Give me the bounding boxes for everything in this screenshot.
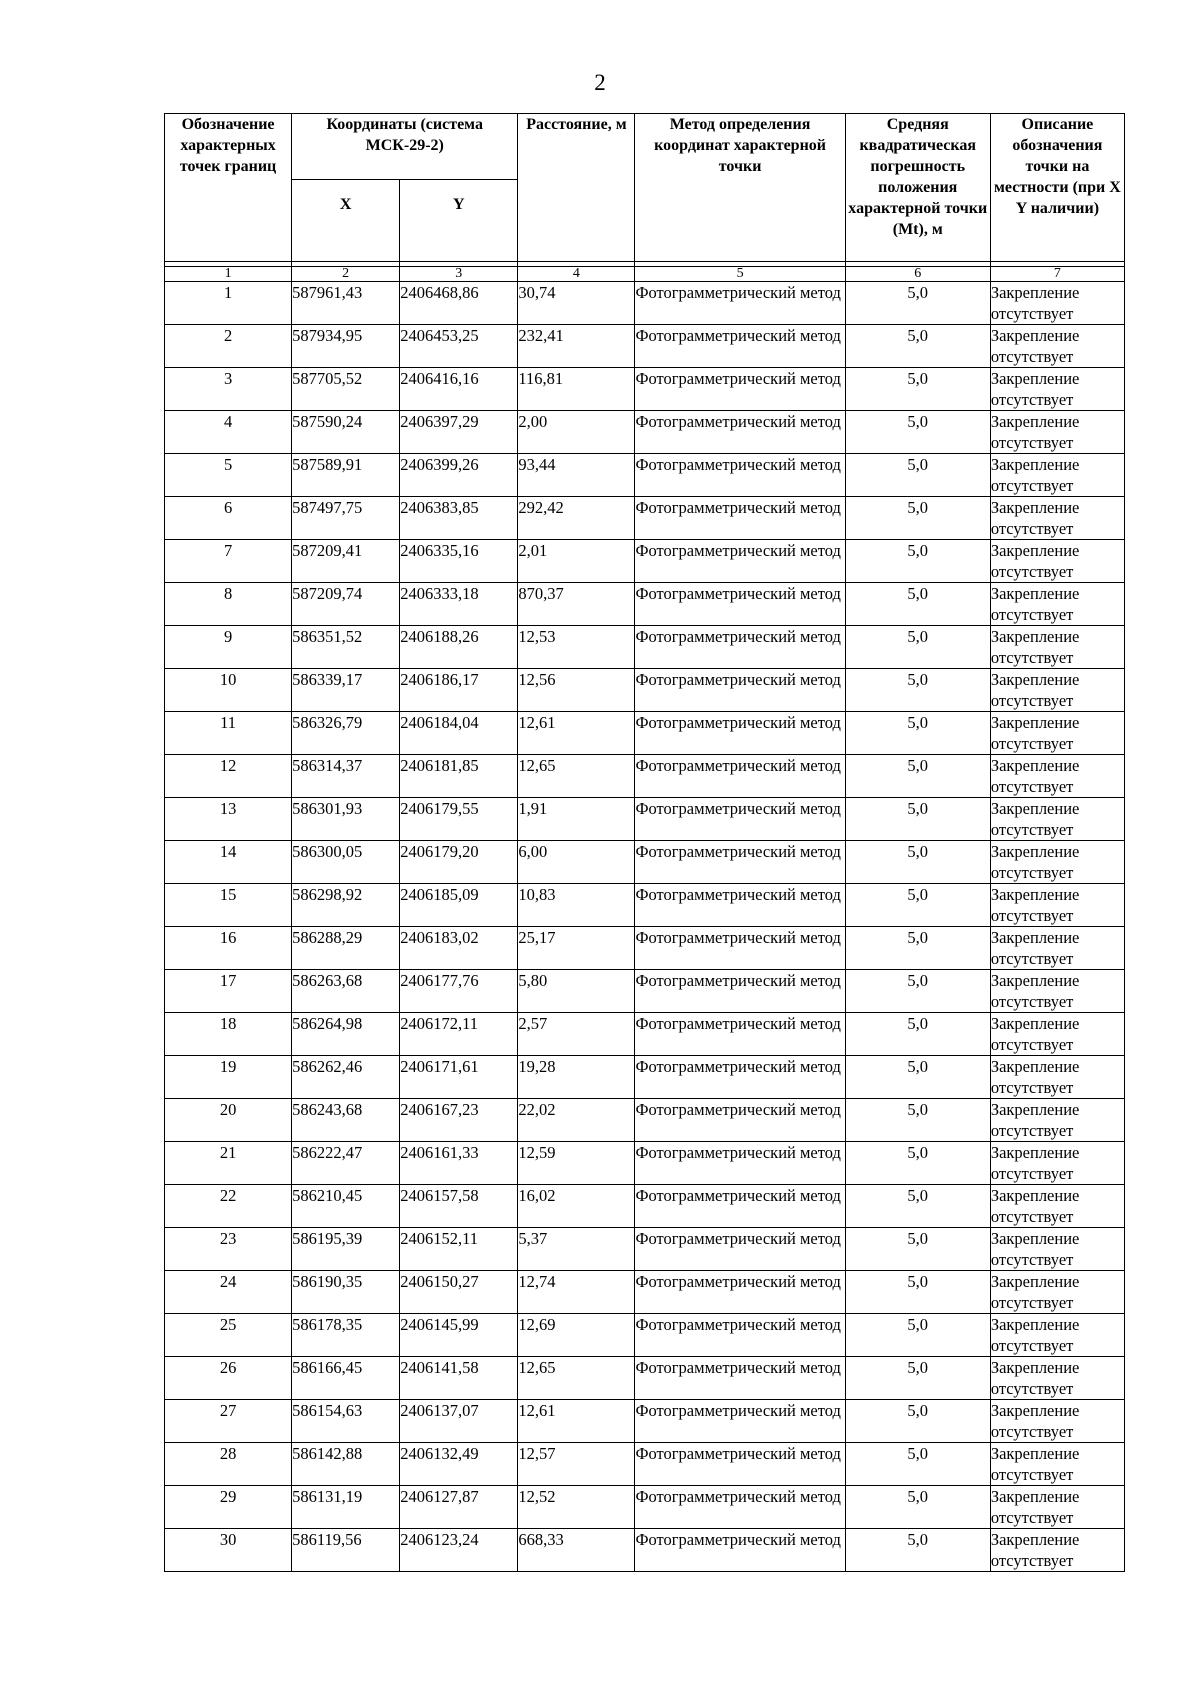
x-coordinate-cell: 586166,45 bbox=[292, 1357, 400, 1400]
x-coordinate-cell: 587590,24 bbox=[292, 411, 400, 454]
table-row bbox=[165, 411, 1125, 454]
point-number-cell: 14 bbox=[165, 841, 292, 884]
method-cell: Фотограмметрический метод bbox=[635, 497, 845, 540]
error-cell: 5,0 bbox=[845, 970, 990, 1013]
header-distance: Расстояние, м bbox=[518, 114, 635, 262]
description-cell: Закрепление отсутствует bbox=[990, 1314, 1124, 1357]
table-row bbox=[165, 1400, 1125, 1443]
error-cell: 5,0 bbox=[845, 282, 990, 325]
description-cell: Закрепление отсутствует bbox=[990, 669, 1124, 712]
method-cell: Фотограмметрический метод bbox=[635, 1357, 845, 1400]
y-coordinate-cell: 2406177,76 bbox=[400, 970, 518, 1013]
table-row bbox=[165, 712, 1125, 755]
header-x: X bbox=[292, 180, 400, 262]
point-number-cell: 12 bbox=[165, 755, 292, 798]
column-number: 6 bbox=[845, 267, 990, 282]
method-cell: Фотограмметрический метод bbox=[635, 927, 845, 970]
method-cell: Фотограмметрический метод bbox=[635, 712, 845, 755]
coordinates-table bbox=[164, 113, 1125, 1572]
point-number-cell: 28 bbox=[165, 1443, 292, 1486]
description-cell: Закрепление отсутствует bbox=[990, 1142, 1124, 1185]
table-row bbox=[165, 626, 1125, 669]
error-cell: 5,0 bbox=[845, 454, 990, 497]
table-row bbox=[165, 841, 1125, 884]
y-coordinate-cell: 2406183,02 bbox=[400, 927, 518, 970]
table-row bbox=[165, 497, 1125, 540]
y-coordinate-cell: 2406161,33 bbox=[400, 1142, 518, 1185]
x-coordinate-cell: 587209,41 bbox=[292, 540, 400, 583]
description-cell: Закрепление отсутствует bbox=[990, 1357, 1124, 1400]
distance-cell: 668,33 bbox=[518, 1529, 635, 1572]
table-row bbox=[165, 798, 1125, 841]
table-row bbox=[165, 1529, 1125, 1572]
error-cell: 5,0 bbox=[845, 669, 990, 712]
header-point: Обозначение характерных точек границ bbox=[165, 114, 292, 262]
description-cell: Закрепление отсутствует bbox=[990, 497, 1124, 540]
table-row bbox=[165, 368, 1125, 411]
x-coordinate-cell: 586300,05 bbox=[292, 841, 400, 884]
method-cell: Фотограмметрический метод bbox=[635, 411, 845, 454]
table-row bbox=[165, 1013, 1125, 1056]
y-coordinate-cell: 2406186,17 bbox=[400, 669, 518, 712]
point-number-cell: 15 bbox=[165, 884, 292, 927]
y-coordinate-cell: 2406179,20 bbox=[400, 841, 518, 884]
column-number: 2 bbox=[292, 267, 400, 282]
column-number: 7 bbox=[990, 267, 1124, 282]
method-cell: Фотограмметрический метод bbox=[635, 1314, 845, 1357]
point-number-cell: 26 bbox=[165, 1357, 292, 1400]
x-coordinate-cell: 586339,17 bbox=[292, 669, 400, 712]
table-row bbox=[165, 1271, 1125, 1314]
header-description: Описание обозначения точки на местности (при X Y наличии) bbox=[990, 114, 1124, 262]
y-coordinate-cell: 2406335,16 bbox=[400, 540, 518, 583]
header-y: Y bbox=[400, 180, 518, 262]
method-cell: Фотограмметрический метод bbox=[635, 1443, 845, 1486]
point-number-cell: 7 bbox=[165, 540, 292, 583]
point-number-cell: 30 bbox=[165, 1529, 292, 1572]
error-cell: 5,0 bbox=[845, 1013, 990, 1056]
point-number-cell: 2 bbox=[165, 325, 292, 368]
y-coordinate-cell: 2406333,18 bbox=[400, 583, 518, 626]
table-row bbox=[165, 755, 1125, 798]
distance-cell: 2,57 bbox=[518, 1013, 635, 1056]
description-cell: Закрепление отсутствует bbox=[990, 454, 1124, 497]
y-coordinate-cell: 2406123,24 bbox=[400, 1529, 518, 1572]
table-row bbox=[165, 540, 1125, 583]
description-cell: Закрепление отсутствует bbox=[990, 583, 1124, 626]
table-row bbox=[165, 454, 1125, 497]
table-row bbox=[165, 669, 1125, 712]
error-cell: 5,0 bbox=[845, 1056, 990, 1099]
x-coordinate-cell: 587961,43 bbox=[292, 282, 400, 325]
y-coordinate-cell: 2406137,07 bbox=[400, 1400, 518, 1443]
x-coordinate-cell: 586288,29 bbox=[292, 927, 400, 970]
method-cell: Фотограмметрический метод bbox=[635, 970, 845, 1013]
method-cell: Фотограмметрический метод bbox=[635, 798, 845, 841]
error-cell: 5,0 bbox=[845, 411, 990, 454]
description-cell: Закрепление отсутствует bbox=[990, 1271, 1124, 1314]
y-coordinate-cell: 2406172,11 bbox=[400, 1013, 518, 1056]
table-row bbox=[165, 1486, 1125, 1529]
table-row bbox=[165, 1357, 1125, 1400]
point-number-cell: 25 bbox=[165, 1314, 292, 1357]
y-coordinate-cell: 2406157,58 bbox=[400, 1185, 518, 1228]
table-row bbox=[165, 970, 1125, 1013]
error-cell: 5,0 bbox=[845, 1443, 990, 1486]
point-number-cell: 16 bbox=[165, 927, 292, 970]
x-coordinate-cell: 586326,79 bbox=[292, 712, 400, 755]
point-number-cell: 24 bbox=[165, 1271, 292, 1314]
x-coordinate-cell: 586119,56 bbox=[292, 1529, 400, 1572]
point-number-cell: 19 bbox=[165, 1056, 292, 1099]
x-coordinate-cell: 587705,52 bbox=[292, 368, 400, 411]
y-coordinate-cell: 2406171,61 bbox=[400, 1056, 518, 1099]
description-cell: Закрепление отсутствует bbox=[990, 1013, 1124, 1056]
distance-cell: 30,74 bbox=[518, 282, 635, 325]
y-coordinate-cell: 2406127,87 bbox=[400, 1486, 518, 1529]
distance-cell: 12,65 bbox=[518, 1357, 635, 1400]
y-coordinate-cell: 2406152,11 bbox=[400, 1228, 518, 1271]
error-cell: 5,0 bbox=[845, 626, 990, 669]
description-cell: Закрепление отсутствует bbox=[990, 411, 1124, 454]
x-coordinate-cell: 586142,88 bbox=[292, 1443, 400, 1486]
y-coordinate-cell: 2406383,85 bbox=[400, 497, 518, 540]
error-cell: 5,0 bbox=[845, 798, 990, 841]
x-coordinate-cell: 587934,95 bbox=[292, 325, 400, 368]
description-cell: Закрепление отсутствует bbox=[990, 755, 1124, 798]
point-number-cell: 4 bbox=[165, 411, 292, 454]
x-coordinate-cell: 586131,19 bbox=[292, 1486, 400, 1529]
error-cell: 5,0 bbox=[845, 1271, 990, 1314]
method-cell: Фотограмметрический метод bbox=[635, 1271, 845, 1314]
distance-cell: 10,83 bbox=[518, 884, 635, 927]
distance-cell: 93,44 bbox=[518, 454, 635, 497]
distance-cell: 5,37 bbox=[518, 1228, 635, 1271]
point-number-cell: 11 bbox=[165, 712, 292, 755]
error-cell: 5,0 bbox=[845, 1142, 990, 1185]
description-cell: Закрепление отсутствует bbox=[990, 540, 1124, 583]
description-cell: Закрепление отсутствует bbox=[990, 970, 1124, 1013]
x-coordinate-cell: 586178,35 bbox=[292, 1314, 400, 1357]
x-coordinate-cell: 586154,63 bbox=[292, 1400, 400, 1443]
y-coordinate-cell: 2406132,49 bbox=[400, 1443, 518, 1486]
error-cell: 5,0 bbox=[845, 1099, 990, 1142]
page-number: 2 bbox=[594, 70, 606, 95]
y-coordinate-cell: 2406145,99 bbox=[400, 1314, 518, 1357]
table-row bbox=[165, 1142, 1125, 1185]
method-cell: Фотограмметрический метод bbox=[635, 1099, 845, 1142]
distance-cell: 232,41 bbox=[518, 325, 635, 368]
y-coordinate-cell: 2406397,29 bbox=[400, 411, 518, 454]
table-row bbox=[165, 583, 1125, 626]
x-coordinate-cell: 586195,39 bbox=[292, 1228, 400, 1271]
description-cell: Закрепление отсутствует bbox=[990, 712, 1124, 755]
distance-cell: 2,01 bbox=[518, 540, 635, 583]
header-method: Метод определения координат характерной точки bbox=[635, 114, 845, 262]
point-number-cell: 5 bbox=[165, 454, 292, 497]
distance-cell: 12,69 bbox=[518, 1314, 635, 1357]
column-number: 1 bbox=[165, 267, 292, 282]
error-cell: 5,0 bbox=[845, 1228, 990, 1271]
point-number-cell: 9 bbox=[165, 626, 292, 669]
distance-cell: 12,61 bbox=[518, 712, 635, 755]
point-number-cell: 22 bbox=[165, 1185, 292, 1228]
table-row bbox=[165, 1185, 1125, 1228]
y-coordinate-cell: 2406453,25 bbox=[400, 325, 518, 368]
x-coordinate-cell: 586243,68 bbox=[292, 1099, 400, 1142]
x-coordinate-cell: 586351,52 bbox=[292, 626, 400, 669]
method-cell: Фотограмметрический метод bbox=[635, 1486, 845, 1529]
distance-cell: 19,28 bbox=[518, 1056, 635, 1099]
y-coordinate-cell: 2406167,23 bbox=[400, 1099, 518, 1142]
error-cell: 5,0 bbox=[845, 884, 990, 927]
table-row bbox=[165, 1314, 1125, 1357]
point-number-cell: 18 bbox=[165, 1013, 292, 1056]
point-number-cell: 6 bbox=[165, 497, 292, 540]
description-cell: Закрепление отсутствует bbox=[990, 1099, 1124, 1142]
table-row bbox=[165, 927, 1125, 970]
x-coordinate-cell: 586298,92 bbox=[292, 884, 400, 927]
distance-cell: 12,74 bbox=[518, 1271, 635, 1314]
error-cell: 5,0 bbox=[845, 1185, 990, 1228]
error-cell: 5,0 bbox=[845, 1357, 990, 1400]
method-cell: Фотограмметрический метод bbox=[635, 1056, 845, 1099]
error-cell: 5,0 bbox=[845, 540, 990, 583]
y-coordinate-cell: 2406184,04 bbox=[400, 712, 518, 755]
point-number-cell: 27 bbox=[165, 1400, 292, 1443]
distance-cell: 16,02 bbox=[518, 1185, 635, 1228]
x-coordinate-cell: 587209,74 bbox=[292, 583, 400, 626]
x-coordinate-cell: 586314,37 bbox=[292, 755, 400, 798]
description-cell: Закрепление отсутствует bbox=[990, 626, 1124, 669]
x-coordinate-cell: 587589,91 bbox=[292, 454, 400, 497]
point-number-cell: 17 bbox=[165, 970, 292, 1013]
error-cell: 5,0 bbox=[845, 927, 990, 970]
method-cell: Фотограмметрический метод bbox=[635, 1013, 845, 1056]
point-number-cell: 20 bbox=[165, 1099, 292, 1142]
error-cell: 5,0 bbox=[845, 1486, 990, 1529]
description-cell: Закрепление отсутствует bbox=[990, 798, 1124, 841]
distance-cell: 6,00 bbox=[518, 841, 635, 884]
point-number-cell: 13 bbox=[165, 798, 292, 841]
y-coordinate-cell: 2406188,26 bbox=[400, 626, 518, 669]
method-cell: Фотограмметрический метод bbox=[635, 282, 845, 325]
description-cell: Закрепление отсутствует bbox=[990, 927, 1124, 970]
x-coordinate-cell: 586262,46 bbox=[292, 1056, 400, 1099]
description-cell: Закрепление отсутствует bbox=[990, 282, 1124, 325]
x-coordinate-cell: 586210,45 bbox=[292, 1185, 400, 1228]
error-cell: 5,0 bbox=[845, 325, 990, 368]
y-coordinate-cell: 2406181,85 bbox=[400, 755, 518, 798]
description-cell: Закрепление отсутствует bbox=[990, 325, 1124, 368]
table-row bbox=[165, 1443, 1125, 1486]
x-coordinate-cell: 586222,47 bbox=[292, 1142, 400, 1185]
y-coordinate-cell: 2406399,26 bbox=[400, 454, 518, 497]
point-number-cell: 1 bbox=[165, 282, 292, 325]
method-cell: Фотограмметрический метод bbox=[635, 755, 845, 798]
distance-cell: 2,00 bbox=[518, 411, 635, 454]
distance-cell: 12,56 bbox=[518, 669, 635, 712]
distance-cell: 292,42 bbox=[518, 497, 635, 540]
point-number-cell: 23 bbox=[165, 1228, 292, 1271]
table-row bbox=[165, 1228, 1125, 1271]
description-cell: Закрепление отсутствует bbox=[990, 1486, 1124, 1529]
x-coordinate-cell: 587497,75 bbox=[292, 497, 400, 540]
table-row bbox=[165, 325, 1125, 368]
distance-cell: 116,81 bbox=[518, 368, 635, 411]
x-coordinate-cell: 586263,68 bbox=[292, 970, 400, 1013]
column-number-row bbox=[165, 267, 1125, 282]
distance-cell: 1,91 bbox=[518, 798, 635, 841]
method-cell: Фотограмметрический метод bbox=[635, 626, 845, 669]
distance-cell: 5,80 bbox=[518, 970, 635, 1013]
description-cell: Закрепление отсутствует bbox=[990, 1529, 1124, 1572]
distance-cell: 12,65 bbox=[518, 755, 635, 798]
point-number-cell: 10 bbox=[165, 669, 292, 712]
description-cell: Закрепление отсутствует bbox=[990, 1228, 1124, 1271]
method-cell: Фотограмметрический метод bbox=[635, 1529, 845, 1572]
error-cell: 5,0 bbox=[845, 583, 990, 626]
distance-cell: 12,61 bbox=[518, 1400, 635, 1443]
method-cell: Фотограмметрический метод bbox=[635, 1185, 845, 1228]
error-cell: 5,0 bbox=[845, 755, 990, 798]
column-number: 5 bbox=[635, 267, 845, 282]
distance-cell: 870,37 bbox=[518, 583, 635, 626]
column-number: 3 bbox=[400, 267, 518, 282]
distance-cell: 12,53 bbox=[518, 626, 635, 669]
description-cell: Закрепление отсутствует bbox=[990, 368, 1124, 411]
distance-cell: 25,17 bbox=[518, 927, 635, 970]
y-coordinate-cell: 2406468,86 bbox=[400, 282, 518, 325]
table-row bbox=[165, 1099, 1125, 1142]
error-cell: 5,0 bbox=[845, 368, 990, 411]
y-coordinate-cell: 2406416,16 bbox=[400, 368, 518, 411]
method-cell: Фотограмметрический метод bbox=[635, 325, 845, 368]
method-cell: Фотограмметрический метод bbox=[635, 1400, 845, 1443]
header-error: Средняя квадратическая погрешность положения характерной точки (Mt), м bbox=[845, 114, 990, 262]
method-cell: Фотограмметрический метод bbox=[635, 583, 845, 626]
method-cell: Фотограмметрический метод bbox=[635, 540, 845, 583]
x-coordinate-cell: 586190,35 bbox=[292, 1271, 400, 1314]
method-cell: Фотограмметрический метод bbox=[635, 1142, 845, 1185]
description-cell: Закрепление отсутствует bbox=[990, 1443, 1124, 1486]
distance-cell: 22,02 bbox=[518, 1099, 635, 1142]
x-coordinate-cell: 586301,93 bbox=[292, 798, 400, 841]
description-cell: Закрепление отсутствует bbox=[990, 1400, 1124, 1443]
description-cell: Закрепление отсутствует bbox=[990, 841, 1124, 884]
table-row bbox=[165, 884, 1125, 927]
distance-cell: 12,57 bbox=[518, 1443, 635, 1486]
point-number-cell: 29 bbox=[165, 1486, 292, 1529]
method-cell: Фотограмметрический метод bbox=[635, 841, 845, 884]
method-cell: Фотограмметрический метод bbox=[635, 368, 845, 411]
error-cell: 5,0 bbox=[845, 1400, 990, 1443]
header-coordinates: Координаты (система МСК-29-2) bbox=[292, 114, 518, 180]
method-cell: Фотограмметрический метод bbox=[635, 1228, 845, 1271]
distance-cell: 12,59 bbox=[518, 1142, 635, 1185]
point-number-cell: 8 bbox=[165, 583, 292, 626]
description-cell: Закрепление отсутствует bbox=[990, 1185, 1124, 1228]
description-cell: Закрепление отсутствует bbox=[990, 884, 1124, 927]
error-cell: 5,0 bbox=[845, 841, 990, 884]
point-number-cell: 3 bbox=[165, 368, 292, 411]
method-cell: Фотограмметрический метод bbox=[635, 454, 845, 497]
y-coordinate-cell: 2406150,27 bbox=[400, 1271, 518, 1314]
method-cell: Фотограмметрический метод bbox=[635, 884, 845, 927]
method-cell: Фотограмметрический метод bbox=[635, 669, 845, 712]
error-cell: 5,0 bbox=[845, 497, 990, 540]
y-coordinate-cell: 2406141,58 bbox=[400, 1357, 518, 1400]
y-coordinate-cell: 2406185,09 bbox=[400, 884, 518, 927]
error-cell: 5,0 bbox=[845, 1314, 990, 1357]
table-row bbox=[165, 282, 1125, 325]
column-number: 4 bbox=[518, 267, 635, 282]
y-coordinate-cell: 2406179,55 bbox=[400, 798, 518, 841]
table-row bbox=[165, 1056, 1125, 1099]
point-number-cell: 21 bbox=[165, 1142, 292, 1185]
distance-cell: 12,52 bbox=[518, 1486, 635, 1529]
error-cell: 5,0 bbox=[845, 1529, 990, 1572]
error-cell: 5,0 bbox=[845, 712, 990, 755]
table-body bbox=[165, 262, 1125, 1572]
x-coordinate-cell: 586264,98 bbox=[292, 1013, 400, 1056]
description-cell: Закрепление отсутствует bbox=[990, 1056, 1124, 1099]
